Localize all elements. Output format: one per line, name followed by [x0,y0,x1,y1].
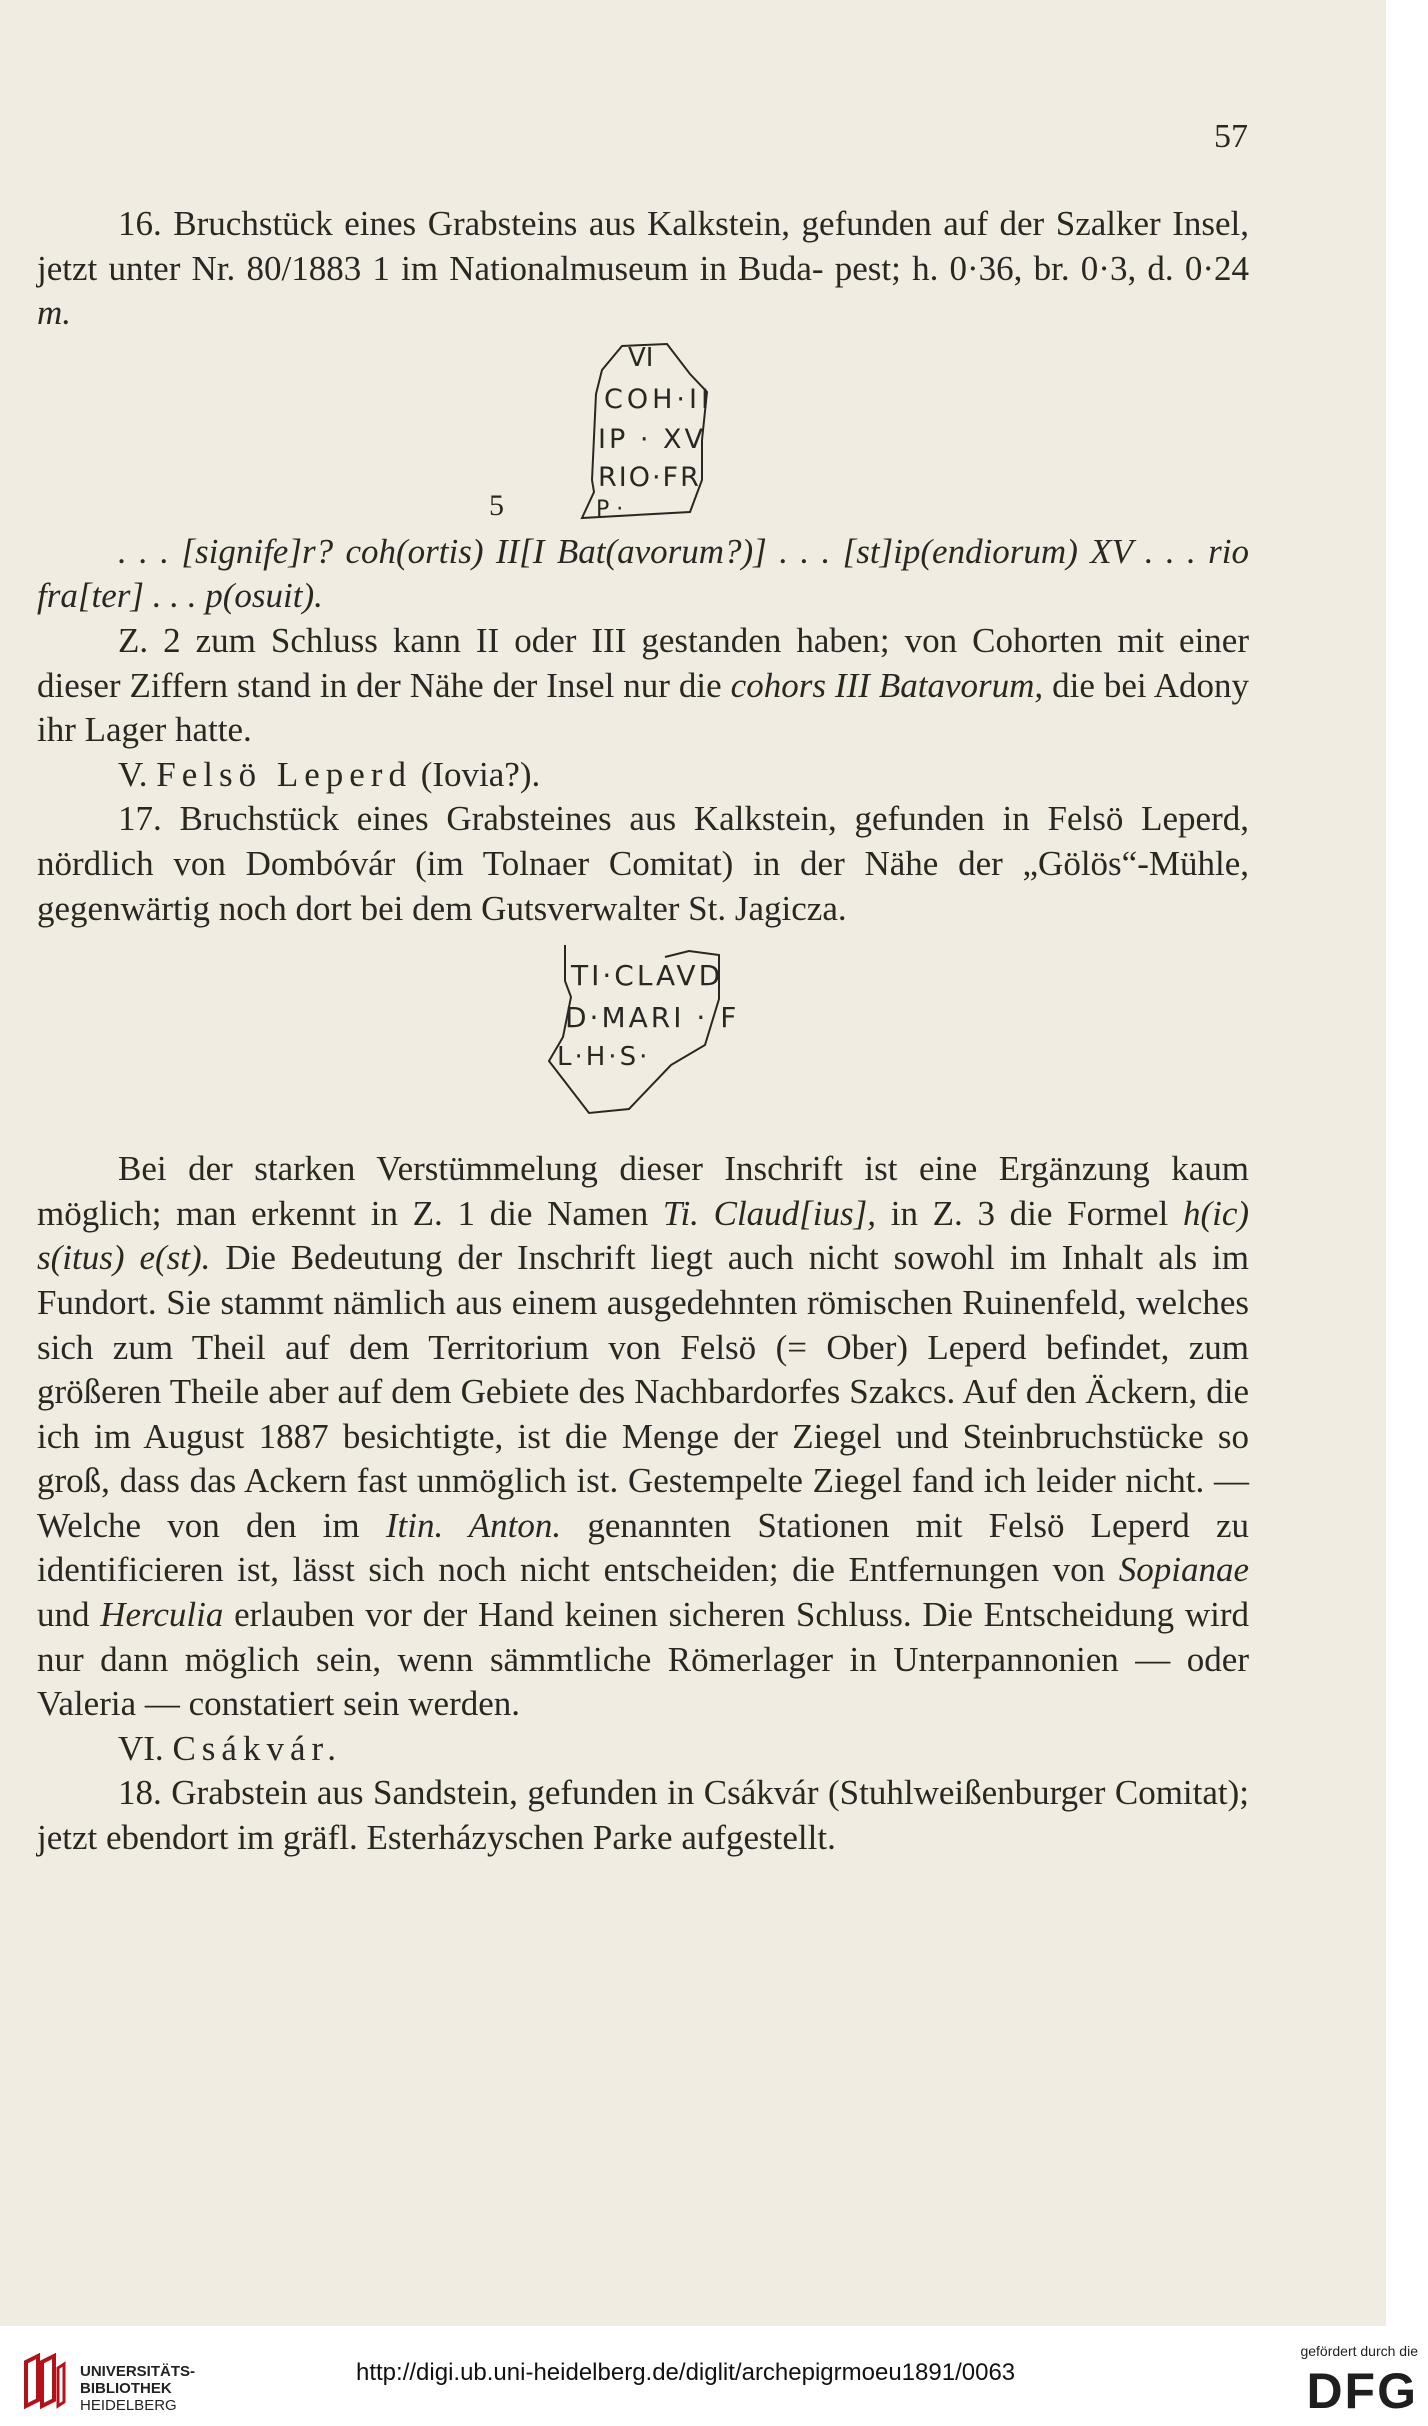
digitization-footer [0,2326,1428,2426]
section-v-place: Felsö Leperd [156,754,412,794]
section-17-discussion: Bei der starken Verstümmelung dieser Inschrift ist eine Ergänzung kaum möglich; man erkennt in Z. 1 die Namen Ti. Claud[ius], in Z. 3 die Formel h(ic) s(itus) e(st). Die Bedeutung der Inschrift liegt auch nicht sowohl im Inhalt als im Fundort. Sie stammt nämlich aus einem ausgedehnten römischen Ruinenfeld, welches sich zum Theil auf dem Territorium von Felsö (= Ober) Leperd befindet, zum größeren Theile aber auf dem Gebiete des Nachbardorfes Szakcs. Auf den Äckern, die ich im August 1887 besichtigte, ist die Menge der Ziegel und Steinbruchstücke so groß, dass das Ackern fast unmöglich ist. Gestempelte Ziegel fand ich leider nicht. — Welche von den im Itin. Anton. genannten Stationen mit Felsö Leperd zu identificieren ist, lässt sich noch nicht entscheiden; die Entfernungen von Sopianae und Herculia erlauben vor der Hand keinen sicheren Schluss. Die Entscheidung wird nur dann möglich sein, wenn sämmtliche Römerlager in Unterpannonien — oder Valeria — constatiert sein werden. [37,1149,1250,1724]
inscription-fragment-16 [542,330,802,530]
funding-label: gefördert durch die [1300,2343,1418,2359]
inscription-16-line-1: VI [628,342,654,373]
inscription-16-line-5: P · [596,496,624,522]
section-v-heading: V. Felsö Leperd (Iovia?). [118,754,541,794]
inscription-line-number: 5 [489,488,504,522]
inscription-17-line-2: D·MARI · F [565,1001,740,1035]
page-number: 57 [1214,118,1248,155]
section-18-intro: 18. Grabstein aus Sandstein, gefunden in Csákvár (Stuhlweißenburger Comitat); jetzt ebendort im gräfl. Esterházyschen Parke aufgestellt. [37,1773,1250,1858]
section-18-number: 18. [118,1773,162,1813]
section-16-intro: 16. Bruchstück eines Grabsteins aus Kalkstein, gefunden auf der Szalker Insel, jetzt unter Nr. 80/1883 1 im Nationalmuseum in Buda- pest; h. 0·36, br. 0·3, d. 0·24 m. [37,204,1250,333]
section-17-number: 17. [118,799,162,839]
section-17-intro: 17. Bruchstück eines Grabsteines aus Kalkstein, gefunden in Felsö Leperd, nördlich von Dombóvár (im Tolnaer Comitat) in der Nähe der „Gölös“-Mühle, gegenwärtig noch dort bei dem Gutsverwalter St. Jagicza. [37,799,1249,928]
section-vi-place: Csákvár. [172,1728,342,1768]
section-vi-heading: VI. Csákvár. [118,1728,342,1768]
permalink-url[interactable]: http://digi.ub.uni-heidelberg.de/diglit/archepigrmoeu1891/0063 [356,2359,1016,2386]
inscription-16-line-2: COH·II [604,383,713,415]
inscription-17-line-1: TI·CLAVD [571,959,724,993]
inscription-17-line-3: L·H·S· [557,1042,651,1073]
inscription-figure-17 [37,947,1249,1147]
section-16-reading: . . . [signife]r? coh(ortis) II[I Bat(avorum?)] . . . [st]ip(endiorum) XV . . . rio fra[ter] . . . p(osuit). [37,531,1249,616]
inscription-16-line-4: RIO·FR [598,461,701,493]
inscription-16-line-3: IP · XV [598,423,706,455]
page-text [37,202,1249,1861]
section-16-comment: Z. 2 zum Schluss kann II oder III gestanden haben; von Cohorten mit einer dieser Ziffern stand in der Nähe der Insel nur die cohors III Batavorum, die bei Adony ihr Lager hatte. [37,620,1249,750]
library-name: UNIVERSITÄTS- BIBLIOTHEK HEIDELBERG [80,2363,196,2414]
inscription-figure-16 [37,342,1249,530]
section-16-number: 16. [118,204,162,243]
dfg-logo: DFG [1306,2363,1418,2419]
inscription-fragment-17 [489,941,749,1151]
university-library-logo-icon [20,2352,68,2412]
